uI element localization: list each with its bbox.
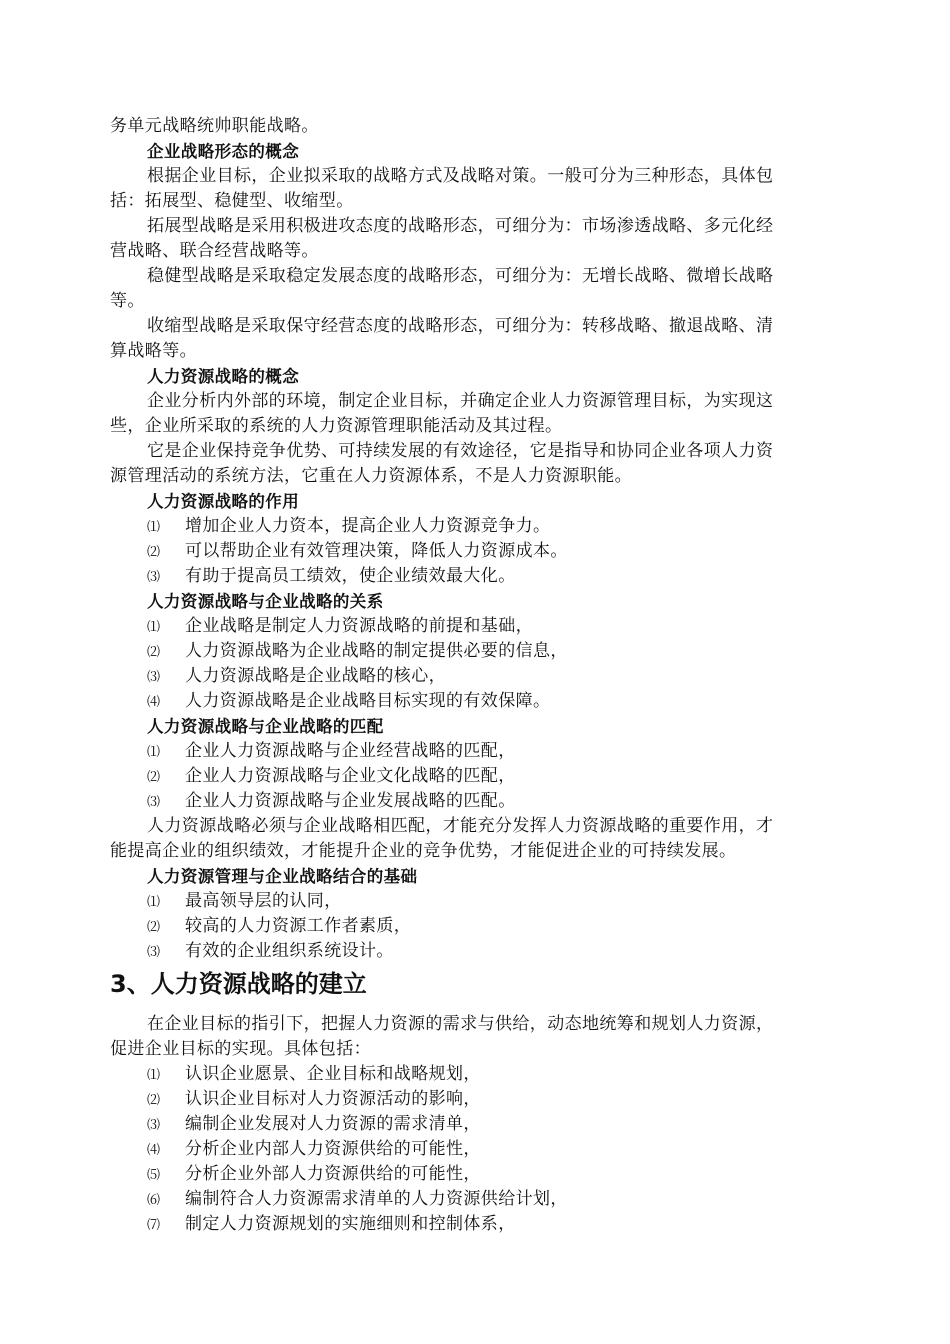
paragraph-line: 在企业目标的指引下，把握人力资源的需求与供给，动态地统筹和规划人力资源，: [147, 1014, 774, 1034]
list-item: [147, 1137, 481, 1163]
list-item: [147, 1187, 568, 1213]
list-item: [147, 1162, 481, 1188]
list-text: 增加企业人力资本，提高企业人力资源竞争力。: [185, 516, 551, 536]
paragraph-line: 些，企业所采取的系统的人力资源管理职能活动及其过程。: [110, 416, 563, 436]
heading-hr-role: 人力资源战略的作用: [147, 492, 300, 511]
paragraph-line: 等。: [110, 291, 145, 311]
list-item: [147, 639, 568, 665]
list-number: ⑵: [147, 645, 161, 660]
heading-basis: 人力资源管理与企业战略结合的基础: [147, 867, 418, 886]
list-text: 最高领导层的认同，: [185, 891, 342, 911]
list-text: 人力资源战略是企业战略的核心，: [185, 666, 446, 686]
list-number: ⑵: [147, 920, 161, 935]
list-number: ⑶: [147, 795, 161, 810]
list-text: 编制符合人力资源需求清单的人力资源供给计划，: [185, 1189, 568, 1209]
list-text: 认识企业目标对人力资源活动的影响，: [185, 1089, 481, 1109]
paragraph-line: 务单元战略统帅职能战略。: [110, 116, 319, 136]
paragraph-line: 根据企业目标，企业拟采取的战略方式及战略对策。一般可分为三种形态，具体包: [147, 166, 774, 186]
list-number: ⑵: [147, 770, 161, 785]
list-text: 企业人力资源战略与企业经营战略的匹配，: [185, 741, 516, 761]
paragraph-line: 括：拓展型、稳健型、收缩型。: [110, 191, 354, 211]
list-number: ⑶: [147, 945, 161, 960]
list-number: ⑴: [147, 520, 161, 535]
heading-relation: 人力资源战略与企业战略的关系: [147, 592, 384, 611]
list-item: [147, 939, 394, 965]
list-item: [147, 614, 533, 640]
list-number: ⑴: [147, 620, 161, 635]
list-number: ⑵: [147, 1093, 161, 1108]
paragraph-line: 能提高企业的组织绩效，才能提升企业的竞争优势，才能促进企业的可持续发展。: [110, 841, 737, 861]
list-text: 有效的企业组织系统设计。: [185, 941, 394, 961]
list-item: [147, 1062, 481, 1088]
list-number: ⑴: [147, 745, 161, 760]
list-item: [147, 789, 516, 815]
list-item: [147, 764, 516, 790]
paragraph-line: 促进企业目标的实现。具体包括：: [110, 1039, 371, 1059]
list-text: 可以帮助企业有效管理决策，降低人力资源成本。: [185, 541, 568, 561]
list-number: ⑺: [147, 1218, 161, 1233]
list-item: [147, 514, 550, 540]
list-text: 分析企业外部人力资源供给的可能性，: [185, 1164, 481, 1184]
list-item: [147, 689, 550, 715]
section-title: 3、人力资源战略的建立: [110, 970, 367, 998]
list-item: [147, 1112, 481, 1138]
list-number: ⑴: [147, 895, 161, 910]
list-item: [147, 739, 516, 765]
paragraph-line: 它是企业保持竞争优势、可持续发展的有效途径，它是指导和协同企业各项人力资: [147, 441, 774, 461]
list-number: ⑶: [147, 1118, 161, 1133]
list-item: [147, 1212, 516, 1238]
list-text: 企业人力资源战略与企业文化战略的匹配，: [185, 766, 516, 786]
list-item: [147, 914, 411, 940]
list-text: 编制企业发展对人力资源的需求清单，: [185, 1114, 481, 1134]
paragraph-line: 收缩型战略是采取保守经营态度的战略形态，可细分为：转移战略、撤退战略、清: [147, 316, 774, 336]
list-item: [147, 539, 568, 565]
list-item: [147, 664, 446, 690]
list-text: 制定人力资源规划的实施细则和控制体系，: [185, 1214, 516, 1234]
paragraph-line: 源管理活动的系统方法，它重在人力资源体系，不是人力资源职能。: [110, 466, 632, 486]
list-text: 认识企业愿景、企业目标和战略规划，: [185, 1064, 481, 1084]
list-text: 较高的人力资源工作者素质，: [185, 916, 412, 936]
list-number: ⑴: [147, 1068, 161, 1083]
list-number: ⑷: [147, 695, 161, 710]
paragraph-line: 算战略等。: [110, 341, 197, 361]
paragraph-line: 企业分析内外部的环境，制定企业目标，并确定企业人力资源管理目标，为实现这: [147, 391, 774, 411]
list-number: ⑸: [147, 1168, 161, 1183]
list-text: 人力资源战略为企业战略的制定提供必要的信息，: [185, 641, 568, 661]
list-number: ⑵: [147, 545, 161, 560]
list-text: 企业人力资源战略与企业发展战略的匹配。: [185, 791, 516, 811]
heading-hr-strategy: 人力资源战略的概念: [147, 367, 300, 386]
list-text: 有助于提高员工绩效，使企业绩效最大化。: [185, 566, 516, 586]
paragraph-line: 人力资源战略必须与企业战略相匹配，才能充分发挥人力资源战略的重要作用，才: [147, 816, 774, 836]
list-number: ⑶: [147, 670, 161, 685]
heading-strategy-form: 企业战略形态的概念: [147, 142, 300, 161]
list-item: [147, 564, 516, 590]
list-item: [147, 1087, 481, 1113]
list-text: 分析企业内部人力资源供给的可能性，: [185, 1139, 481, 1159]
list-text: 人力资源战略是企业战略目标实现的有效保障。: [185, 691, 551, 711]
paragraph-line: 拓展型战略是采用积极进攻态度的战略形态，可细分为：市场渗透战略、多元化经: [147, 216, 774, 236]
paragraph-line: 营战略、联合经营战略等。: [110, 241, 319, 261]
list-item: [147, 889, 342, 915]
heading-match: 人力资源战略与企业战略的匹配: [147, 717, 384, 736]
list-text: 企业战略是制定人力资源战略的前提和基础，: [185, 616, 533, 636]
list-number: ⑷: [147, 1143, 161, 1158]
list-number: ⑹: [147, 1193, 161, 1208]
paragraph-line: 稳健型战略是采取稳定发展态度的战略形态，可细分为：无增长战略、微增长战略: [147, 266, 774, 286]
list-number: ⑶: [147, 570, 161, 585]
